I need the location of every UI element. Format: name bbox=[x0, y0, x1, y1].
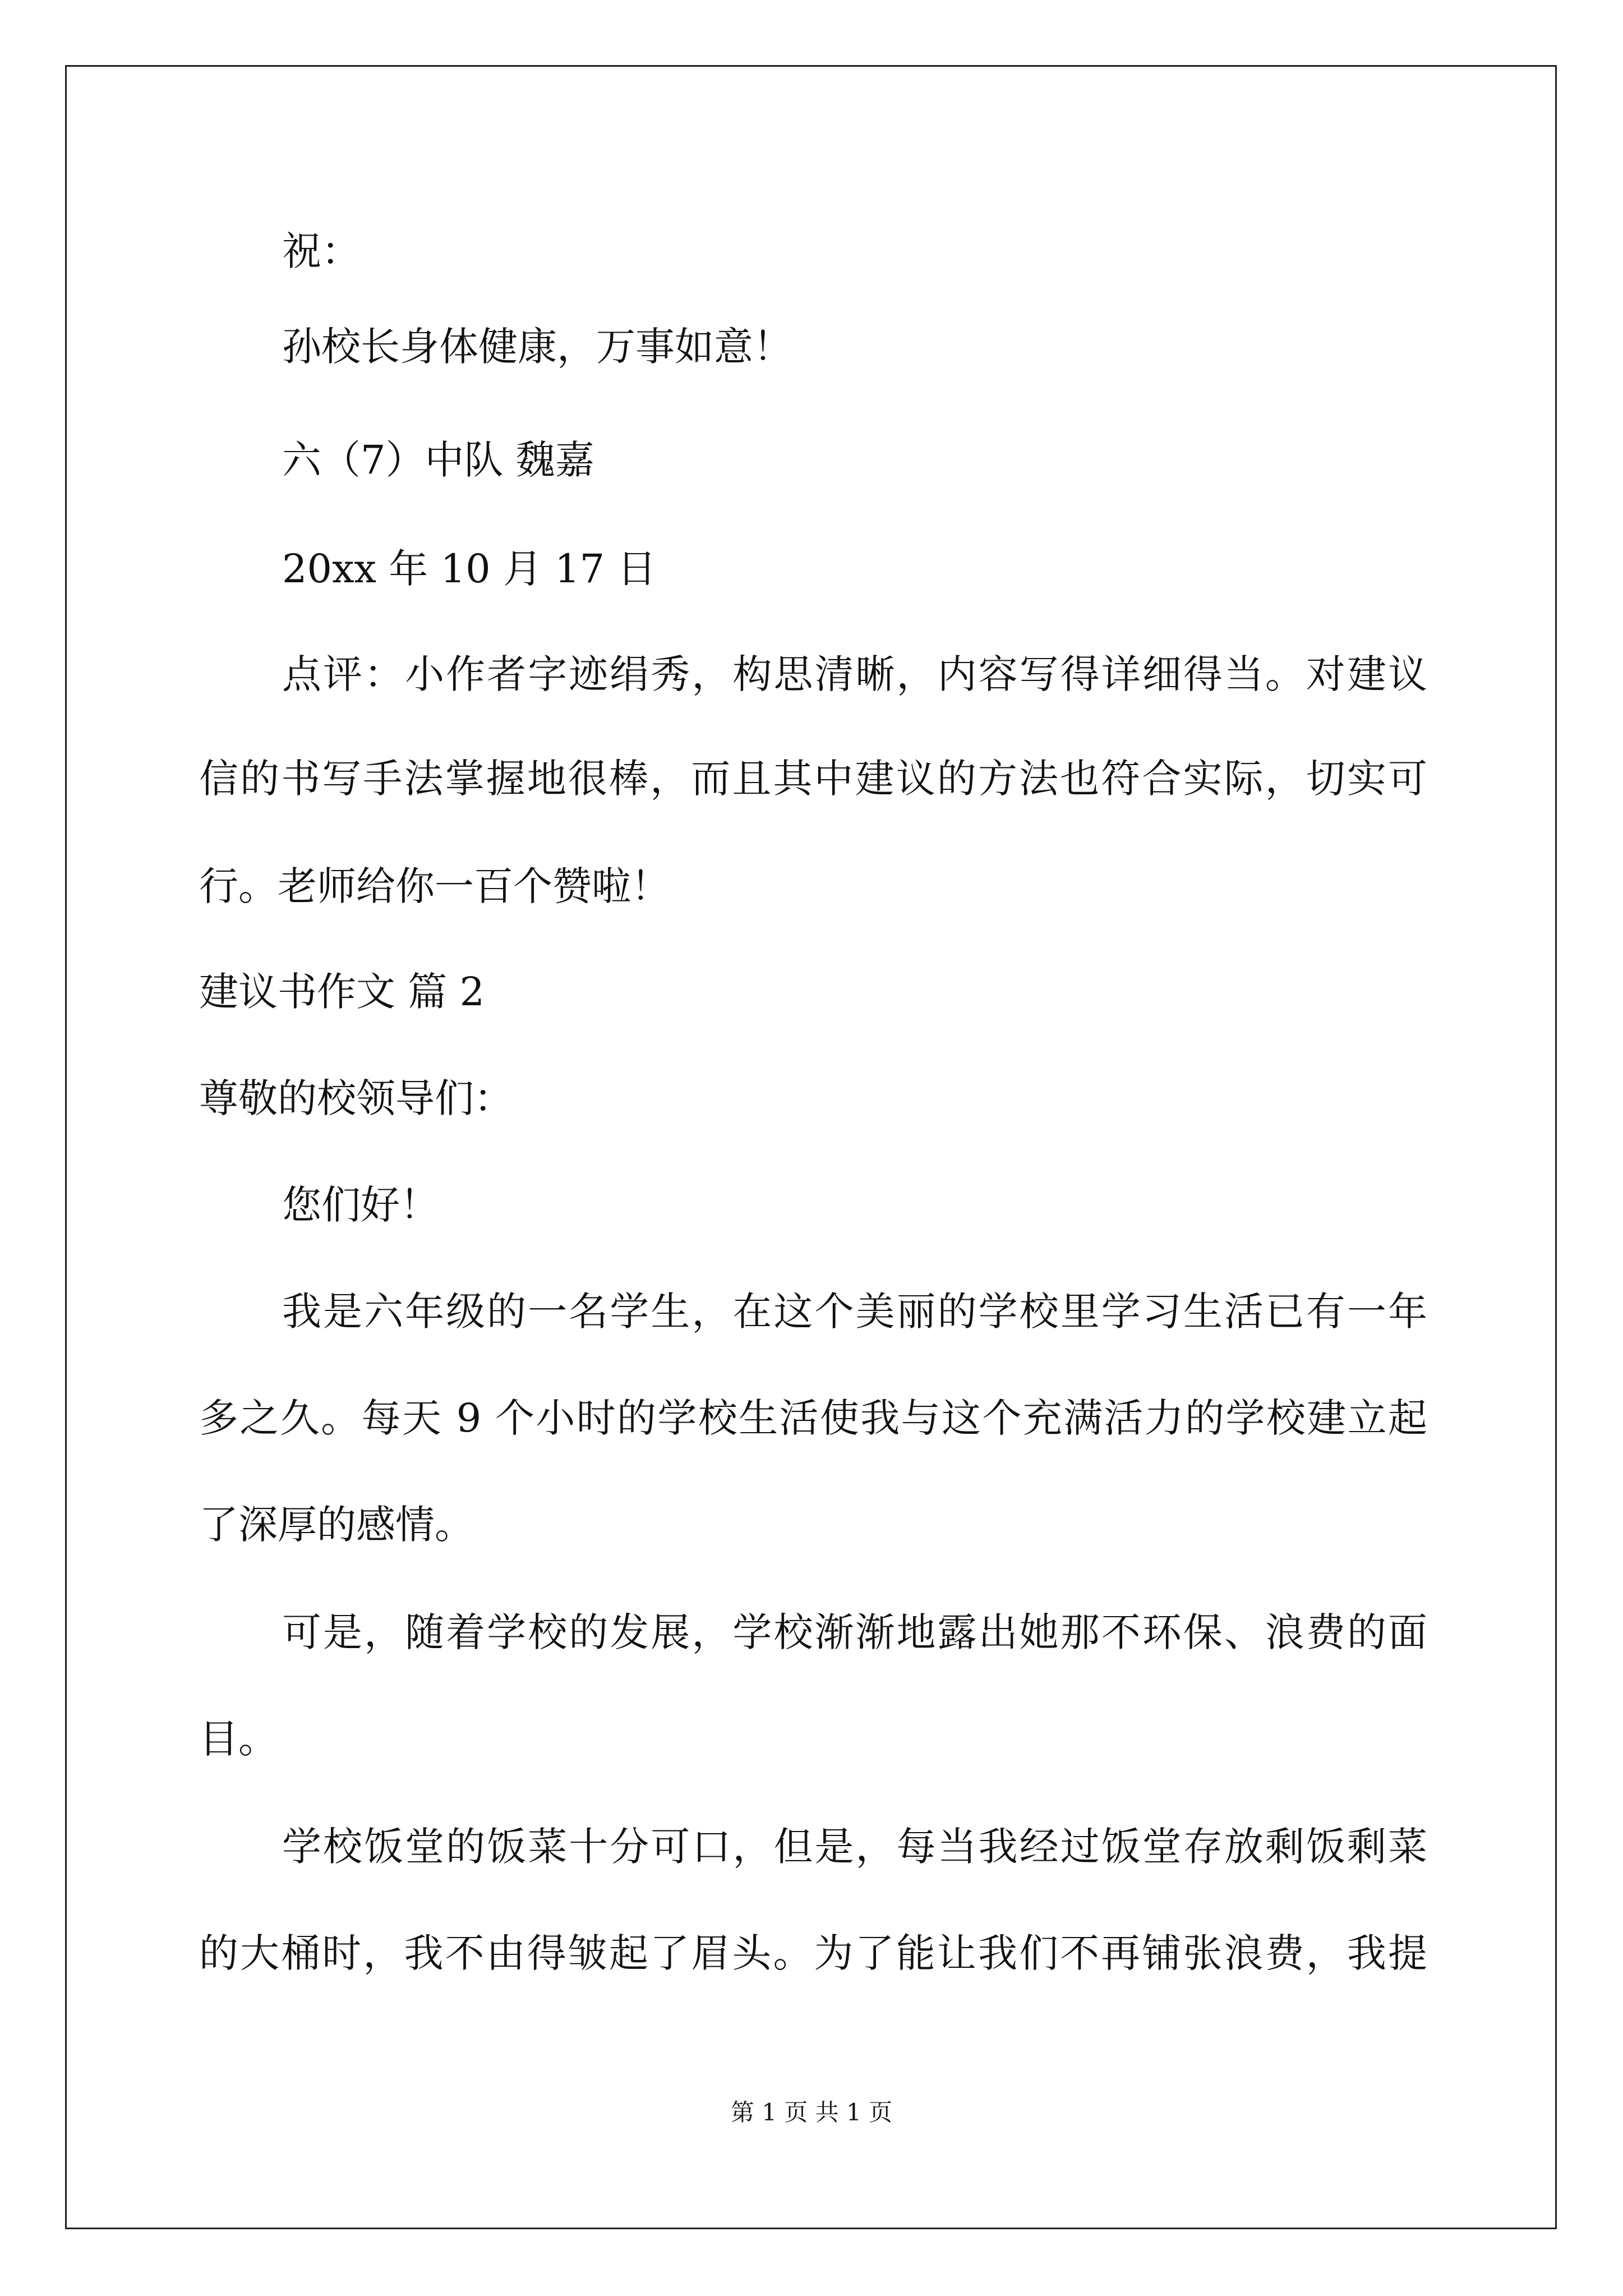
paragraph-2-line-1: 可是，随着学校的发展，学校渐渐地露出她那不环保、浪费的面 bbox=[282, 1609, 1427, 1655]
signature: 六（7）中队 魏嘉 bbox=[282, 437, 594, 483]
closing-salutation: 祝： bbox=[282, 228, 361, 274]
closing-wish: 孙校长身体健康，万事如意！ bbox=[282, 324, 792, 370]
paragraph-1-line-1: 我是六年级的一名学生，在这个美丽的学校里学习生活已有一年 bbox=[282, 1289, 1427, 1335]
page-border bbox=[65, 65, 1557, 2229]
paragraph-2-line-2: 目。 bbox=[199, 1716, 278, 1762]
letter-date: 20xx 年 10 月 17 日 bbox=[282, 546, 657, 592]
comment-line-3: 行。老师给你一百个赞啦！ bbox=[199, 863, 670, 909]
comment-line-2: 信的书写手法掌握地很棒，而且其中建议的方法也符合实际，切实可 bbox=[199, 756, 1427, 802]
paragraph-3-line-1: 学校饭堂的饭菜十分可口，但是，每当我经过饭堂存放剩饭剩菜 bbox=[282, 1824, 1427, 1870]
letter-salutation: 尊敬的校领导们： bbox=[199, 1075, 513, 1121]
paragraph-1-line-2: 多之久。每天 9 个小时的学校生活使我与这个充满活力的学校建立起 bbox=[199, 1395, 1427, 1441]
paragraph-1-line-3: 了深厚的感情。 bbox=[199, 1502, 474, 1548]
section-heading: 建议书作文 篇 2 bbox=[199, 969, 485, 1015]
greeting: 您们好！ bbox=[282, 1182, 439, 1228]
paragraph-3-line-2: 的大桶时，我不由得皱起了眉头。为了能让我们不再铺张浪费，我提 bbox=[199, 1930, 1427, 1976]
comment-line-1: 点评：小作者字迹绢秀，构思清晰，内容写得详细得当。对建议 bbox=[282, 651, 1427, 697]
page-number-footer: 第 1 页 共 1 页 bbox=[730, 2099, 893, 2126]
